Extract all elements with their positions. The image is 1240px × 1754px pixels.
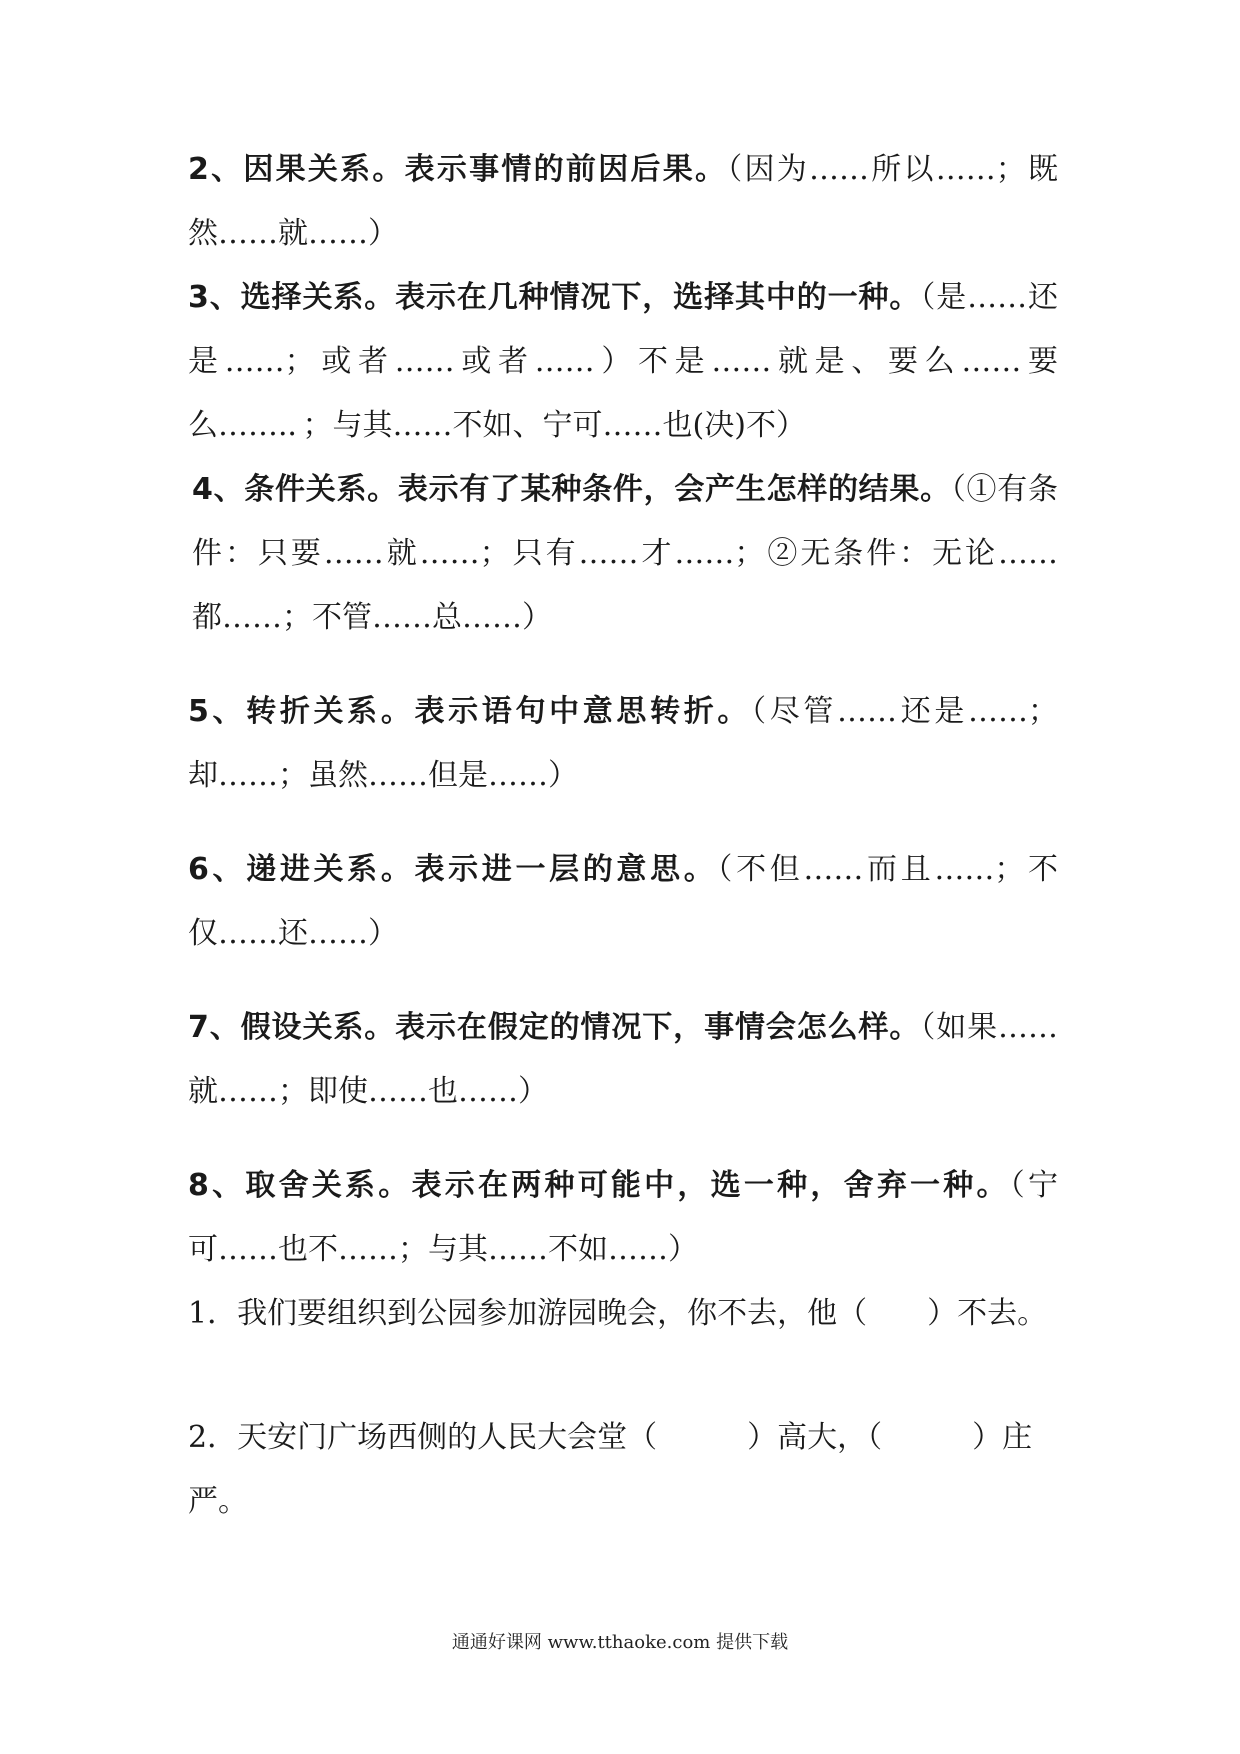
relation-item-choice [188,266,1058,458]
relation-item-transition [188,680,1058,808]
relation-connectives: （尽管……还是……；却……；虽然……但是……） [188,694,1059,793]
relation-item-preference [188,1154,1058,1282]
relation-connectives: （因为……所以……；既然……就……） [188,152,1059,251]
exercise-question-2: 2．天安门广场西侧的人民大会堂（ ）高大，（ ）庄严。 [188,1420,1033,1519]
relation-connectives: （不但……而且……；不仅……还……） [188,852,1059,951]
relation-connectives: （宁可……也不……；与其……不如……） [188,1168,1059,1267]
relation-connectives: （如果……就……；即使……也……） [188,1010,1059,1109]
relation-heading: 8、取舍关系。表示在两种可能中，选一种，舍弃一种。 [188,1168,1010,1203]
relation-heading: 5、转折关系。表示语句中意思转折。 [188,694,752,729]
relation-heading: 6、递进关系。表示进一层的意思。 [188,852,718,887]
relation-heading: 2、因果关系。表示事情的前因后果。 [188,152,728,187]
relation-item-condition [188,458,1058,650]
relation-heading: 3、选择关系。表示在几种情况下，选择其中的一种。 [188,280,921,315]
exercise-question-1: 1．我们要组织到公园参加游园晚会，你不去，他（ ）不去。 [188,1296,1048,1331]
relation-heading: 7、假设关系。表示在假定的情况下，事情会怎么样。 [188,1010,921,1045]
relation-item-progressive [188,838,1058,966]
relation-connectives: （①有条件：只要……就……；只有……才……；②无条件：无论……都……；不管……总……） [192,472,1058,635]
relation-item-cause [188,138,1058,266]
page-footer: 通通好课网 www.tthaoke.com 提供下载 [451,1632,789,1653]
relation-heading: 4、条件关系。表示有了某种条件，会产生怎样的结果。 [192,472,951,507]
relation-connectives: （是……还是……；或者……或者……）不是……就是、要么……要么…….．；与其……不如、宁可……也(决)不） [188,280,1059,443]
document-body [188,138,1058,1534]
relation-item-hypothesis [188,996,1058,1124]
